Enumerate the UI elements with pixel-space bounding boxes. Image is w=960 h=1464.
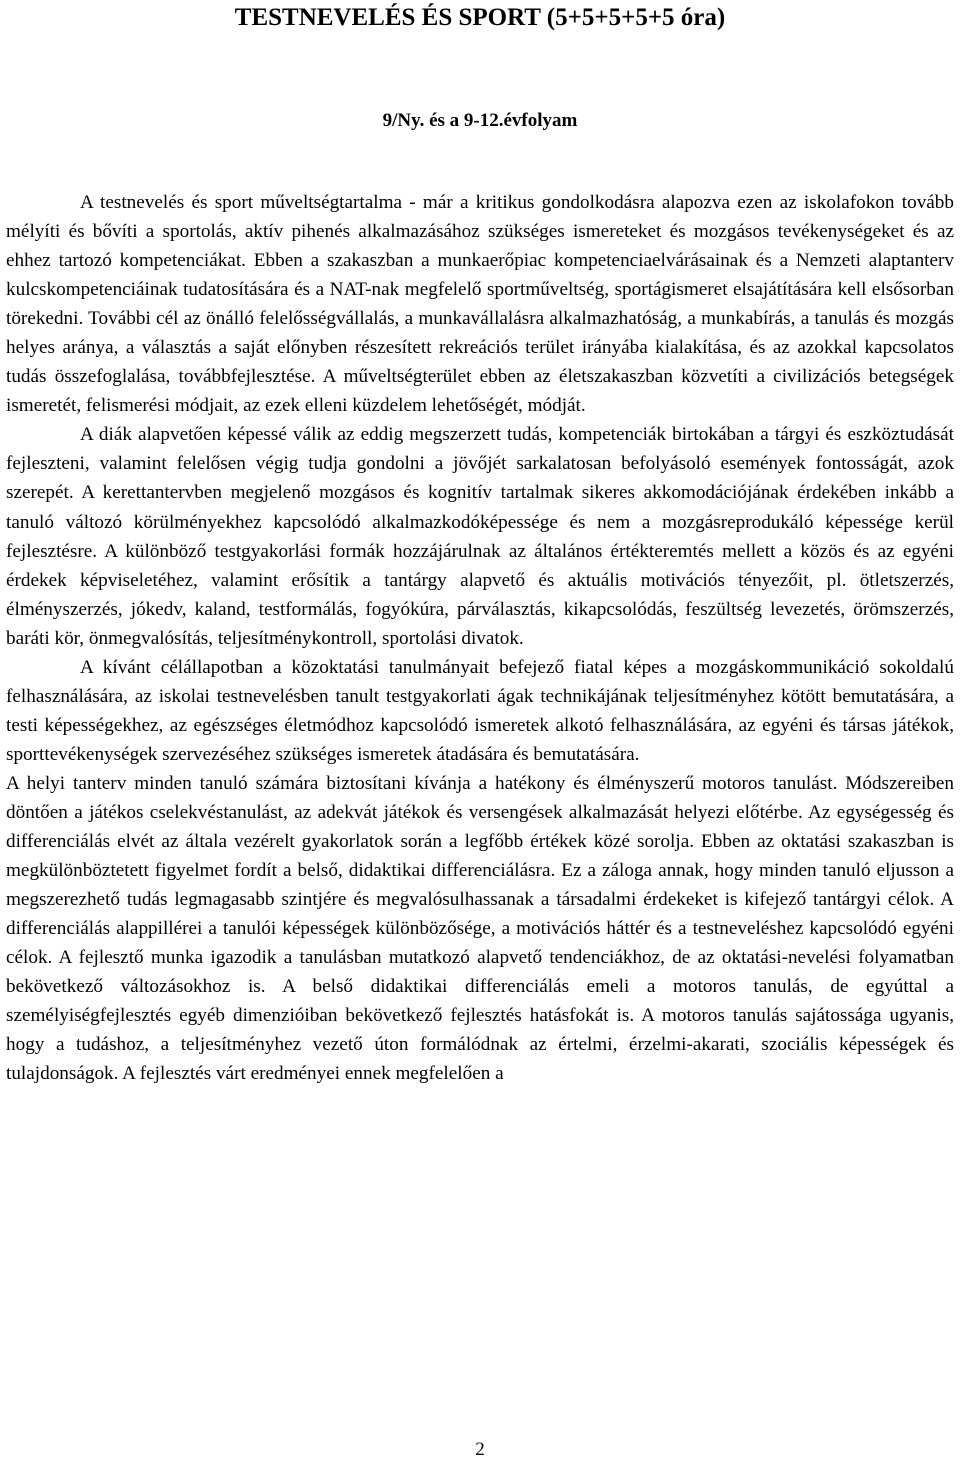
document-subtitle: 9/Ny. és a 9-12.évfolyam bbox=[382, 110, 578, 131]
page-number: 2 bbox=[475, 1439, 485, 1460]
document-title: TESTNEVELÉS ÉS SPORT (5+5+5+5+5 óra) bbox=[234, 4, 726, 31]
paragraph-4: A helyi tanterv minden tanuló számára biztosítani kívánja a hatékony és élményszerű motoros tanulást. Módszereiben döntően a játékos cselekvéstanulást, az adekvát játékok és versengések alkalmazását helyezi előtérbe. Az egységesség és differenciálás elvét az általa vezérelt gyakorlatok során a legfőbb értékek közé sorolja. Ebben az oktatási szakaszban is megkülönböztetett figyelmet fordít a belső, didaktikai differenciálásra. Ez a záloga annak, hogy minden tanuló eljusson a megszerezhető tudás legmagasabb szintjére és megvalósulhassanak a társadalmi érdekeket is kifejező tantárgyi célok. A differenciálás alappillérei a tanulói képességek különbözősége, a motivációs háttér és a testneveléshez kapcsolódó egyéni célok. A fejlesztő munka igazodik a tanulásban mutatkozó alapvető tendenciákhoz, de az oktatási-nevelési folyamatban bekövetkező változásokhoz is. A belső didaktikai differenciálás emeli a motoros tanulás, de egyúttal a személyiségfejlesztés egyéb dimenzióiban bekövetkező fejlesztés hatásfokát is. A motoros tanulás sajátossága ugyanis, hogy a tudáshoz, a teljesítményhez vezető úton formálódnak az értelmi, érzelmi-akarati, szociális képességek és tulajdonságok. A fejlesztés várt eredményei ennek megfelelően a bbox=[6, 772, 954, 1085]
paragraph-1: A testnevelés és sport műveltségtartalma - már a kritikus gondolkodásra alapozva ezen az iskolafokon tovább mélyíti és bővíti a sportolás, aktív pihenés alkalmazásához szükséges ismereteket és mozgásos tevékenységeket és az ehhez tartozó kompetenciákat. Ebben a szakaszban a munkaerőpiac kompetenciaelvárásainak és a Nemzeti alaptanterv kulcskompetenciáinak tudatosítására és a NAT-nak megfelelő sportműveltség, sportágismeret elsajátítására kell elsősorban törekedni. További cél az önálló felelősségvállalás, a munkavállalásra alkalmazhatóság, a munkabírás, a tanulás és mozgás helyes aránya, a választás a saját előnyben részesített rekreációs terület irányába kialakítása, és az azokkal kapcsolatos tudás összefoglalása, továbbfejlesztése. A műveltségterület ebben az életszakaszban közvetíti a civilizációs betegségek ismeretét, felismerési módjait, az ezek elleni küzdelem lehetőségét, módját. bbox=[6, 192, 954, 417]
paragraph-2: A diák alapvetően képessé válik az eddig megszerzett tudás, kompetenciák birtokában a tárgyi és eszköztudását fejleszteni, valamint felelősen végig tudja gondolni a jövőjét sarkalatosan befolyásoló események fontosságát, azok szerepét. A kerettantervben megjelenő mozgásos és kognitív tartalmak sikeres akkomodációjának érdekében inkább a tanuló változó körülményekhez kapcsolódó alkalmazkodóképessége és nem a mozgásreprodukáló képessége kerül fejlesztésre. A különböző testgyakorlási formák hozzájárulnak az általános értékteremtés mellett a közös és az egyéni érdekek képviseletéhez, valamint erősítik a tantárgy alapvető és aktuális motivációs tényezőit, pl. ötletszerzés, élményszerzés, jókedv, kaland, testformálás, fogyókúra, párválasztás, kikapcsolódás, feszültség levezetés, örömszerzés, baráti kör, önmegvalósítás, teljesítménykontroll, sportolási divatok. bbox=[6, 424, 954, 649]
document-body bbox=[6, 188, 954, 1088]
paragraph-3: A kívánt célállapotban a közoktatási tanulmányait befejező fiatal képes a mozgáskommunikáció sokoldalú felhasználására, az iskolai testnevelésben tanult testgyakorlati ágak technikájának teljesítményhez kötött bemutatására, a testi képességekhez, az egészséges életmódhoz kapcsolódó ismeretek alkotó felhasználására, az egyéni és társas játékok, sporttevékenységek szervezéséhez szükséges ismeretek átadására és bemutatására. bbox=[6, 656, 954, 765]
